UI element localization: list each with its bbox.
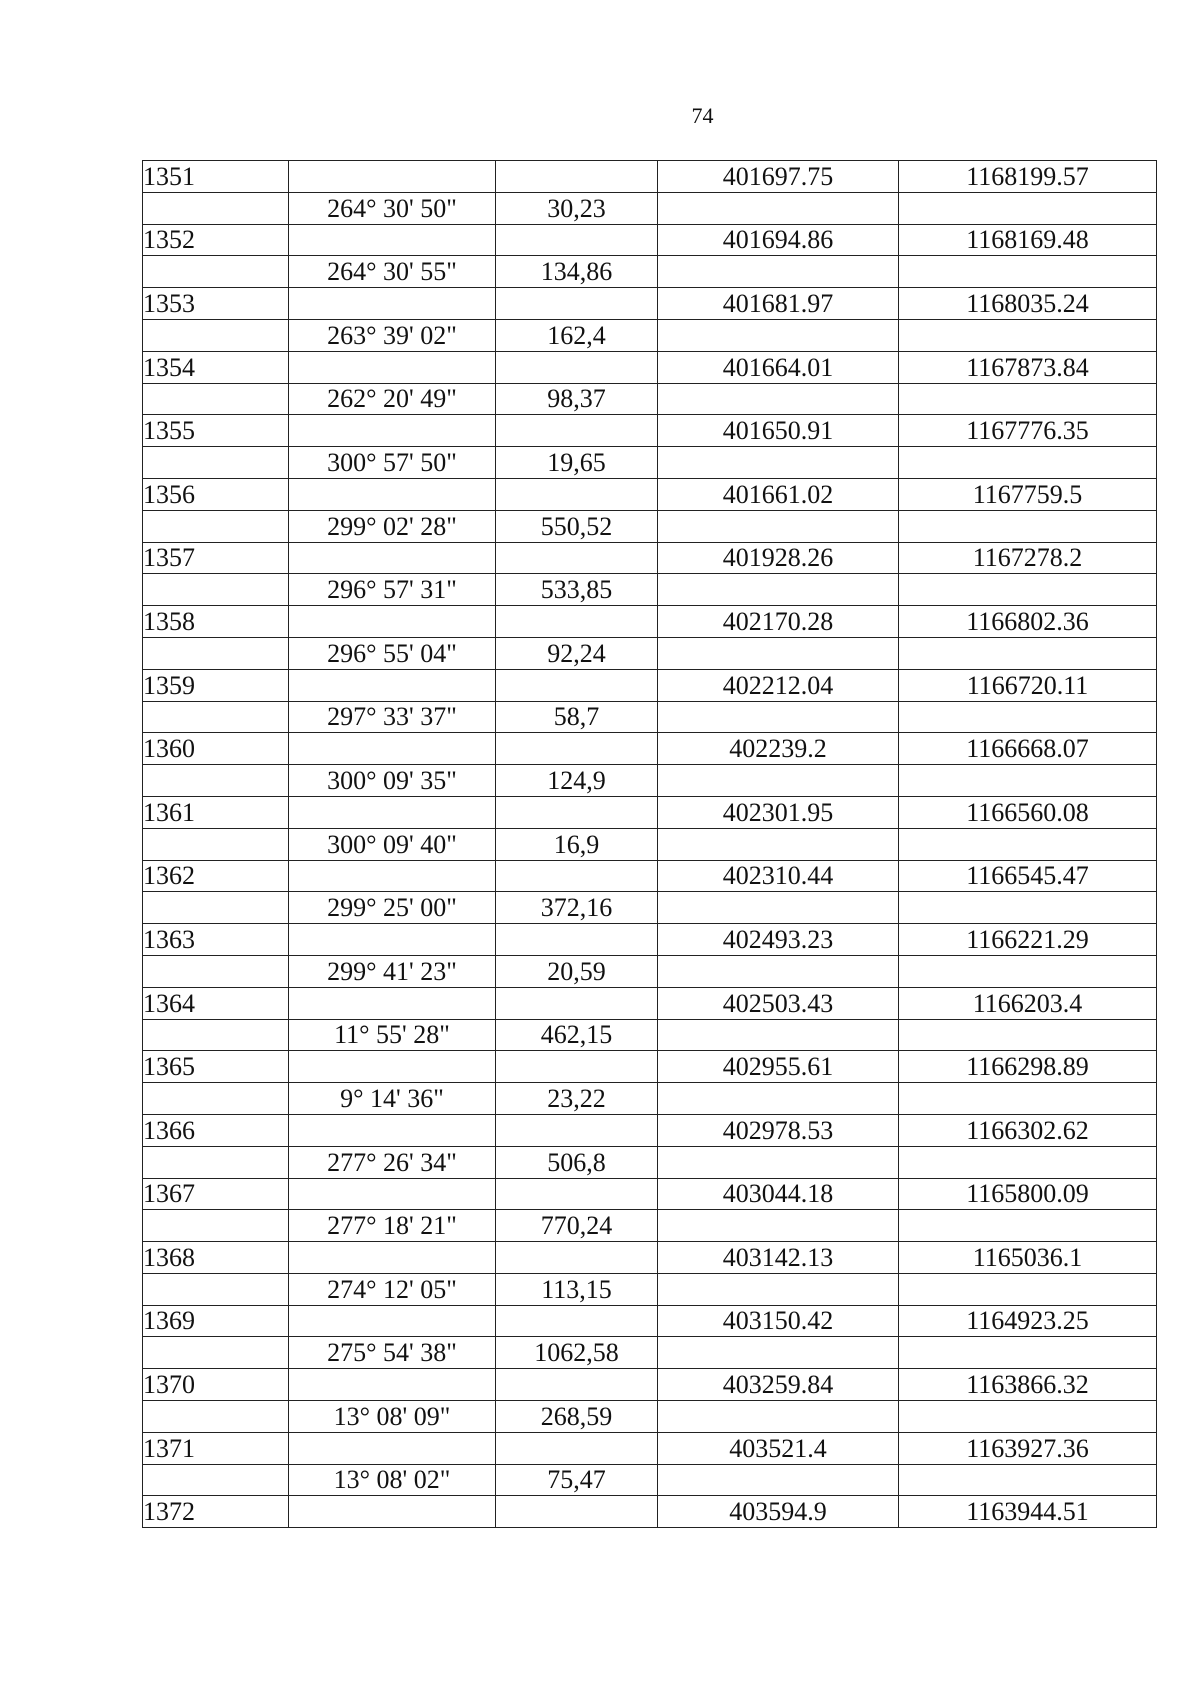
distance-cell: 462,15 bbox=[496, 1019, 658, 1051]
x-coordinate-cell: 401664.01 bbox=[658, 351, 899, 383]
x-coordinate-cell: 402978.53 bbox=[658, 1114, 899, 1146]
table-row bbox=[143, 1242, 1157, 1274]
table-row bbox=[143, 701, 1157, 733]
bearing-cell: 262° 20' 49" bbox=[289, 383, 496, 415]
y-coordinate-cell bbox=[899, 1019, 1157, 1051]
point-number-cell bbox=[143, 955, 289, 987]
table-row bbox=[143, 1019, 1157, 1051]
distance-cell: 533,85 bbox=[496, 574, 658, 606]
distance-cell: 124,9 bbox=[496, 765, 658, 797]
y-coordinate-cell: 1168169.48 bbox=[899, 224, 1157, 256]
y-coordinate-cell bbox=[899, 510, 1157, 542]
table-row bbox=[143, 1464, 1157, 1496]
table-row bbox=[143, 256, 1157, 288]
bearing-cell bbox=[289, 224, 496, 256]
x-coordinate-cell bbox=[658, 765, 899, 797]
y-coordinate-cell: 1166668.07 bbox=[899, 733, 1157, 765]
y-coordinate-cell: 1165036.1 bbox=[899, 1242, 1157, 1274]
distance-cell: 1062,58 bbox=[496, 1337, 658, 1369]
x-coordinate-cell bbox=[658, 192, 899, 224]
x-coordinate-cell bbox=[658, 637, 899, 669]
x-coordinate-cell bbox=[658, 1146, 899, 1178]
x-coordinate-cell: 402503.43 bbox=[658, 987, 899, 1019]
distance-cell bbox=[496, 351, 658, 383]
x-coordinate-cell: 402170.28 bbox=[658, 606, 899, 638]
table-row bbox=[143, 288, 1157, 320]
x-coordinate-cell: 401697.75 bbox=[658, 161, 899, 193]
x-coordinate-cell: 402493.23 bbox=[658, 924, 899, 956]
point-number-cell: 1361 bbox=[143, 796, 289, 828]
distance-cell bbox=[496, 224, 658, 256]
x-coordinate-cell: 401694.86 bbox=[658, 224, 899, 256]
distance-cell bbox=[496, 1242, 658, 1274]
x-coordinate-cell: 403594.9 bbox=[658, 1496, 899, 1528]
y-coordinate-cell bbox=[899, 892, 1157, 924]
y-coordinate-cell: 1165800.09 bbox=[899, 1178, 1157, 1210]
point-number-cell bbox=[143, 1464, 289, 1496]
y-coordinate-cell: 1167278.2 bbox=[899, 542, 1157, 574]
bearing-cell: 296° 57' 31" bbox=[289, 574, 496, 606]
distance-cell: 30,23 bbox=[496, 192, 658, 224]
table-row bbox=[143, 1051, 1157, 1083]
bearing-cell bbox=[289, 478, 496, 510]
x-coordinate-cell bbox=[658, 1210, 899, 1242]
table-row bbox=[143, 1083, 1157, 1115]
table-row bbox=[143, 1369, 1157, 1401]
point-number-cell: 1370 bbox=[143, 1369, 289, 1401]
table-row bbox=[143, 637, 1157, 669]
distance-cell bbox=[496, 1432, 658, 1464]
table-row bbox=[143, 1178, 1157, 1210]
table-row bbox=[143, 1273, 1157, 1305]
table-row bbox=[143, 1114, 1157, 1146]
table-row bbox=[143, 1432, 1157, 1464]
x-coordinate-cell bbox=[658, 1464, 899, 1496]
bearing-cell: 300° 09' 40" bbox=[289, 828, 496, 860]
x-coordinate-cell bbox=[658, 256, 899, 288]
bearing-cell: 296° 55' 04" bbox=[289, 637, 496, 669]
bearing-cell: 263° 39' 02" bbox=[289, 319, 496, 351]
point-number-cell bbox=[143, 447, 289, 479]
x-coordinate-cell bbox=[658, 1019, 899, 1051]
y-coordinate-cell: 1163927.36 bbox=[899, 1432, 1157, 1464]
y-coordinate-cell bbox=[899, 1337, 1157, 1369]
distance-cell: 770,24 bbox=[496, 1210, 658, 1242]
point-number-cell: 1364 bbox=[143, 987, 289, 1019]
y-coordinate-cell bbox=[899, 1464, 1157, 1496]
distance-cell bbox=[496, 606, 658, 638]
point-number-cell: 1355 bbox=[143, 415, 289, 447]
table-row bbox=[143, 1337, 1157, 1369]
bearing-cell: 300° 57' 50" bbox=[289, 447, 496, 479]
table-row bbox=[143, 415, 1157, 447]
distance-cell bbox=[496, 860, 658, 892]
x-coordinate-cell bbox=[658, 892, 899, 924]
point-number-cell bbox=[143, 892, 289, 924]
table-row bbox=[143, 447, 1157, 479]
bearing-cell bbox=[289, 733, 496, 765]
distance-cell bbox=[496, 1114, 658, 1146]
x-coordinate-cell: 401681.97 bbox=[658, 288, 899, 320]
bearing-cell bbox=[289, 288, 496, 320]
distance-cell: 58,7 bbox=[496, 701, 658, 733]
point-number-cell: 1372 bbox=[143, 1496, 289, 1528]
point-number-cell bbox=[143, 256, 289, 288]
bearing-cell: 275° 54' 38" bbox=[289, 1337, 496, 1369]
distance-cell bbox=[496, 288, 658, 320]
bearing-cell bbox=[289, 415, 496, 447]
distance-cell: 550,52 bbox=[496, 510, 658, 542]
distance-cell: 19,65 bbox=[496, 447, 658, 479]
bearing-cell bbox=[289, 1242, 496, 1274]
x-coordinate-cell bbox=[658, 383, 899, 415]
y-coordinate-cell bbox=[899, 701, 1157, 733]
distance-cell bbox=[496, 669, 658, 701]
point-number-cell bbox=[143, 319, 289, 351]
x-coordinate-cell: 401928.26 bbox=[658, 542, 899, 574]
point-number-cell: 1367 bbox=[143, 1178, 289, 1210]
bearing-cell bbox=[289, 351, 496, 383]
x-coordinate-cell bbox=[658, 447, 899, 479]
y-coordinate-cell bbox=[899, 765, 1157, 797]
point-number-cell bbox=[143, 1273, 289, 1305]
bearing-cell bbox=[289, 796, 496, 828]
distance-cell: 113,15 bbox=[496, 1273, 658, 1305]
point-number-cell bbox=[143, 383, 289, 415]
bearing-cell: 299° 41' 23" bbox=[289, 955, 496, 987]
y-coordinate-cell: 1166560.08 bbox=[899, 796, 1157, 828]
distance-cell bbox=[496, 1051, 658, 1083]
distance-cell: 16,9 bbox=[496, 828, 658, 860]
point-number-cell: 1369 bbox=[143, 1305, 289, 1337]
distance-cell bbox=[496, 1178, 658, 1210]
bearing-cell: 274° 12' 05" bbox=[289, 1273, 496, 1305]
distance-cell bbox=[496, 1305, 658, 1337]
y-coordinate-cell bbox=[899, 955, 1157, 987]
table-row bbox=[143, 1401, 1157, 1433]
distance-cell bbox=[496, 733, 658, 765]
bearing-cell bbox=[289, 542, 496, 574]
bearing-cell bbox=[289, 606, 496, 638]
y-coordinate-cell: 1163866.32 bbox=[899, 1369, 1157, 1401]
point-number-cell: 1360 bbox=[143, 733, 289, 765]
bearing-cell bbox=[289, 669, 496, 701]
bearing-cell: 264° 30' 50" bbox=[289, 192, 496, 224]
point-number-cell bbox=[143, 1019, 289, 1051]
x-coordinate-cell: 403142.13 bbox=[658, 1242, 899, 1274]
x-coordinate-cell: 403259.84 bbox=[658, 1369, 899, 1401]
bearing-cell bbox=[289, 987, 496, 1019]
table-row bbox=[143, 542, 1157, 574]
distance-cell: 23,22 bbox=[496, 1083, 658, 1115]
point-number-cell: 1363 bbox=[143, 924, 289, 956]
bearing-cell bbox=[289, 1051, 496, 1083]
y-coordinate-cell bbox=[899, 1273, 1157, 1305]
y-coordinate-cell bbox=[899, 1401, 1157, 1433]
bearing-cell: 299° 25' 00" bbox=[289, 892, 496, 924]
distance-cell bbox=[496, 415, 658, 447]
distance-cell bbox=[496, 542, 658, 574]
y-coordinate-cell: 1166545.47 bbox=[899, 860, 1157, 892]
y-coordinate-cell: 1163944.51 bbox=[899, 1496, 1157, 1528]
bearing-cell: 264° 30' 55" bbox=[289, 256, 496, 288]
table-row bbox=[143, 828, 1157, 860]
y-coordinate-cell bbox=[899, 574, 1157, 606]
table-row bbox=[143, 733, 1157, 765]
bearing-cell: 297° 33' 37" bbox=[289, 701, 496, 733]
bearing-cell: 299° 02' 28" bbox=[289, 510, 496, 542]
x-coordinate-cell: 403150.42 bbox=[658, 1305, 899, 1337]
table-row bbox=[143, 510, 1157, 542]
point-number-cell: 1353 bbox=[143, 288, 289, 320]
table-row bbox=[143, 606, 1157, 638]
bearing-cell bbox=[289, 1178, 496, 1210]
table-row bbox=[143, 860, 1157, 892]
point-number-cell bbox=[143, 1146, 289, 1178]
y-coordinate-cell: 1166720.11 bbox=[899, 669, 1157, 701]
x-coordinate-cell: 403521.4 bbox=[658, 1432, 899, 1464]
distance-cell bbox=[496, 161, 658, 193]
x-coordinate-cell: 402212.04 bbox=[658, 669, 899, 701]
x-coordinate-cell: 401650.91 bbox=[658, 415, 899, 447]
point-number-cell: 1357 bbox=[143, 542, 289, 574]
point-number-cell bbox=[143, 574, 289, 606]
table-row bbox=[143, 892, 1157, 924]
x-coordinate-cell: 403044.18 bbox=[658, 1178, 899, 1210]
y-coordinate-cell: 1166298.89 bbox=[899, 1051, 1157, 1083]
bearing-cell: 277° 26' 34" bbox=[289, 1146, 496, 1178]
page-number: 74 bbox=[691, 103, 714, 128]
bearing-cell bbox=[289, 1369, 496, 1401]
distance-cell: 75,47 bbox=[496, 1464, 658, 1496]
table-row bbox=[143, 224, 1157, 256]
point-number-cell: 1366 bbox=[143, 1114, 289, 1146]
y-coordinate-cell: 1166221.29 bbox=[899, 924, 1157, 956]
table-row bbox=[143, 383, 1157, 415]
x-coordinate-cell bbox=[658, 1337, 899, 1369]
y-coordinate-cell bbox=[899, 637, 1157, 669]
distance-cell: 268,59 bbox=[496, 1401, 658, 1433]
distance-cell bbox=[496, 478, 658, 510]
table-row bbox=[143, 161, 1157, 193]
bearing-cell bbox=[289, 924, 496, 956]
distance-cell: 98,37 bbox=[496, 383, 658, 415]
distance-cell: 506,8 bbox=[496, 1146, 658, 1178]
bearing-cell bbox=[289, 1496, 496, 1528]
table-row bbox=[143, 1496, 1157, 1528]
table-row bbox=[143, 478, 1157, 510]
table-row bbox=[143, 987, 1157, 1019]
bearing-cell: 11° 55' 28" bbox=[289, 1019, 496, 1051]
distance-cell bbox=[496, 1496, 658, 1528]
y-coordinate-cell bbox=[899, 1210, 1157, 1242]
table-row bbox=[143, 955, 1157, 987]
distance-cell: 134,86 bbox=[496, 256, 658, 288]
distance-cell bbox=[496, 924, 658, 956]
bearing-cell: 9° 14' 36" bbox=[289, 1083, 496, 1115]
point-number-cell: 1365 bbox=[143, 1051, 289, 1083]
bearing-cell bbox=[289, 1305, 496, 1337]
table-row bbox=[143, 765, 1157, 797]
distance-cell bbox=[496, 796, 658, 828]
y-coordinate-cell: 1166203.4 bbox=[899, 987, 1157, 1019]
x-coordinate-cell: 402301.95 bbox=[658, 796, 899, 828]
point-number-cell bbox=[143, 192, 289, 224]
distance-cell bbox=[496, 1369, 658, 1401]
y-coordinate-cell: 1168199.57 bbox=[899, 161, 1157, 193]
point-number-cell bbox=[143, 637, 289, 669]
point-number-cell: 1352 bbox=[143, 224, 289, 256]
distance-cell: 92,24 bbox=[496, 637, 658, 669]
point-number-cell: 1354 bbox=[143, 351, 289, 383]
table-row bbox=[143, 1210, 1157, 1242]
x-coordinate-cell bbox=[658, 319, 899, 351]
x-coordinate-cell bbox=[658, 955, 899, 987]
coordinates-table bbox=[142, 160, 1157, 1528]
table-row bbox=[143, 1305, 1157, 1337]
point-number-cell: 1368 bbox=[143, 1242, 289, 1274]
x-coordinate-cell bbox=[658, 701, 899, 733]
point-number-cell bbox=[143, 765, 289, 797]
y-coordinate-cell: 1167873.84 bbox=[899, 351, 1157, 383]
x-coordinate-cell bbox=[658, 1083, 899, 1115]
point-number-cell: 1362 bbox=[143, 860, 289, 892]
table-row bbox=[143, 351, 1157, 383]
x-coordinate-cell bbox=[658, 1401, 899, 1433]
x-coordinate-cell bbox=[658, 1273, 899, 1305]
bearing-cell bbox=[289, 1432, 496, 1464]
y-coordinate-cell bbox=[899, 383, 1157, 415]
distance-cell: 372,16 bbox=[496, 892, 658, 924]
y-coordinate-cell: 1164923.25 bbox=[899, 1305, 1157, 1337]
table-row bbox=[143, 669, 1157, 701]
point-number-cell: 1359 bbox=[143, 669, 289, 701]
table-row bbox=[143, 574, 1157, 606]
y-coordinate-cell bbox=[899, 1146, 1157, 1178]
table-row bbox=[143, 1146, 1157, 1178]
point-number-cell: 1358 bbox=[143, 606, 289, 638]
point-number-cell bbox=[143, 1210, 289, 1242]
point-number-cell bbox=[143, 1401, 289, 1433]
point-number-cell bbox=[143, 701, 289, 733]
y-coordinate-cell: 1166302.62 bbox=[899, 1114, 1157, 1146]
bearing-cell bbox=[289, 1114, 496, 1146]
distance-cell bbox=[496, 987, 658, 1019]
table-row bbox=[143, 796, 1157, 828]
x-coordinate-cell: 401661.02 bbox=[658, 478, 899, 510]
y-coordinate-cell bbox=[899, 447, 1157, 479]
x-coordinate-cell bbox=[658, 574, 899, 606]
y-coordinate-cell: 1167759.5 bbox=[899, 478, 1157, 510]
table-row bbox=[143, 192, 1157, 224]
bearing-cell: 13° 08' 09" bbox=[289, 1401, 496, 1433]
x-coordinate-cell: 402310.44 bbox=[658, 860, 899, 892]
point-number-cell: 1356 bbox=[143, 478, 289, 510]
x-coordinate-cell bbox=[658, 828, 899, 860]
table-body bbox=[143, 161, 1157, 1528]
table-row bbox=[143, 319, 1157, 351]
bearing-cell: 300° 09' 35" bbox=[289, 765, 496, 797]
table-row bbox=[143, 924, 1157, 956]
y-coordinate-cell: 1166802.36 bbox=[899, 606, 1157, 638]
distance-cell: 162,4 bbox=[496, 319, 658, 351]
x-coordinate-cell bbox=[658, 510, 899, 542]
y-coordinate-cell bbox=[899, 192, 1157, 224]
distance-cell: 20,59 bbox=[496, 955, 658, 987]
point-number-cell bbox=[143, 510, 289, 542]
bearing-cell bbox=[289, 860, 496, 892]
y-coordinate-cell bbox=[899, 256, 1157, 288]
bearing-cell: 277° 18' 21" bbox=[289, 1210, 496, 1242]
point-number-cell: 1371 bbox=[143, 1432, 289, 1464]
y-coordinate-cell bbox=[899, 828, 1157, 860]
y-coordinate-cell: 1167776.35 bbox=[899, 415, 1157, 447]
point-number-cell bbox=[143, 828, 289, 860]
point-number-cell bbox=[143, 1337, 289, 1369]
point-number-cell: 1351 bbox=[143, 161, 289, 193]
bearing-cell: 13° 08' 02" bbox=[289, 1464, 496, 1496]
y-coordinate-cell bbox=[899, 1083, 1157, 1115]
x-coordinate-cell: 402955.61 bbox=[658, 1051, 899, 1083]
point-number-cell bbox=[143, 1083, 289, 1115]
bearing-cell bbox=[289, 161, 496, 193]
x-coordinate-cell: 402239.2 bbox=[658, 733, 899, 765]
y-coordinate-cell: 1168035.24 bbox=[899, 288, 1157, 320]
y-coordinate-cell bbox=[899, 319, 1157, 351]
